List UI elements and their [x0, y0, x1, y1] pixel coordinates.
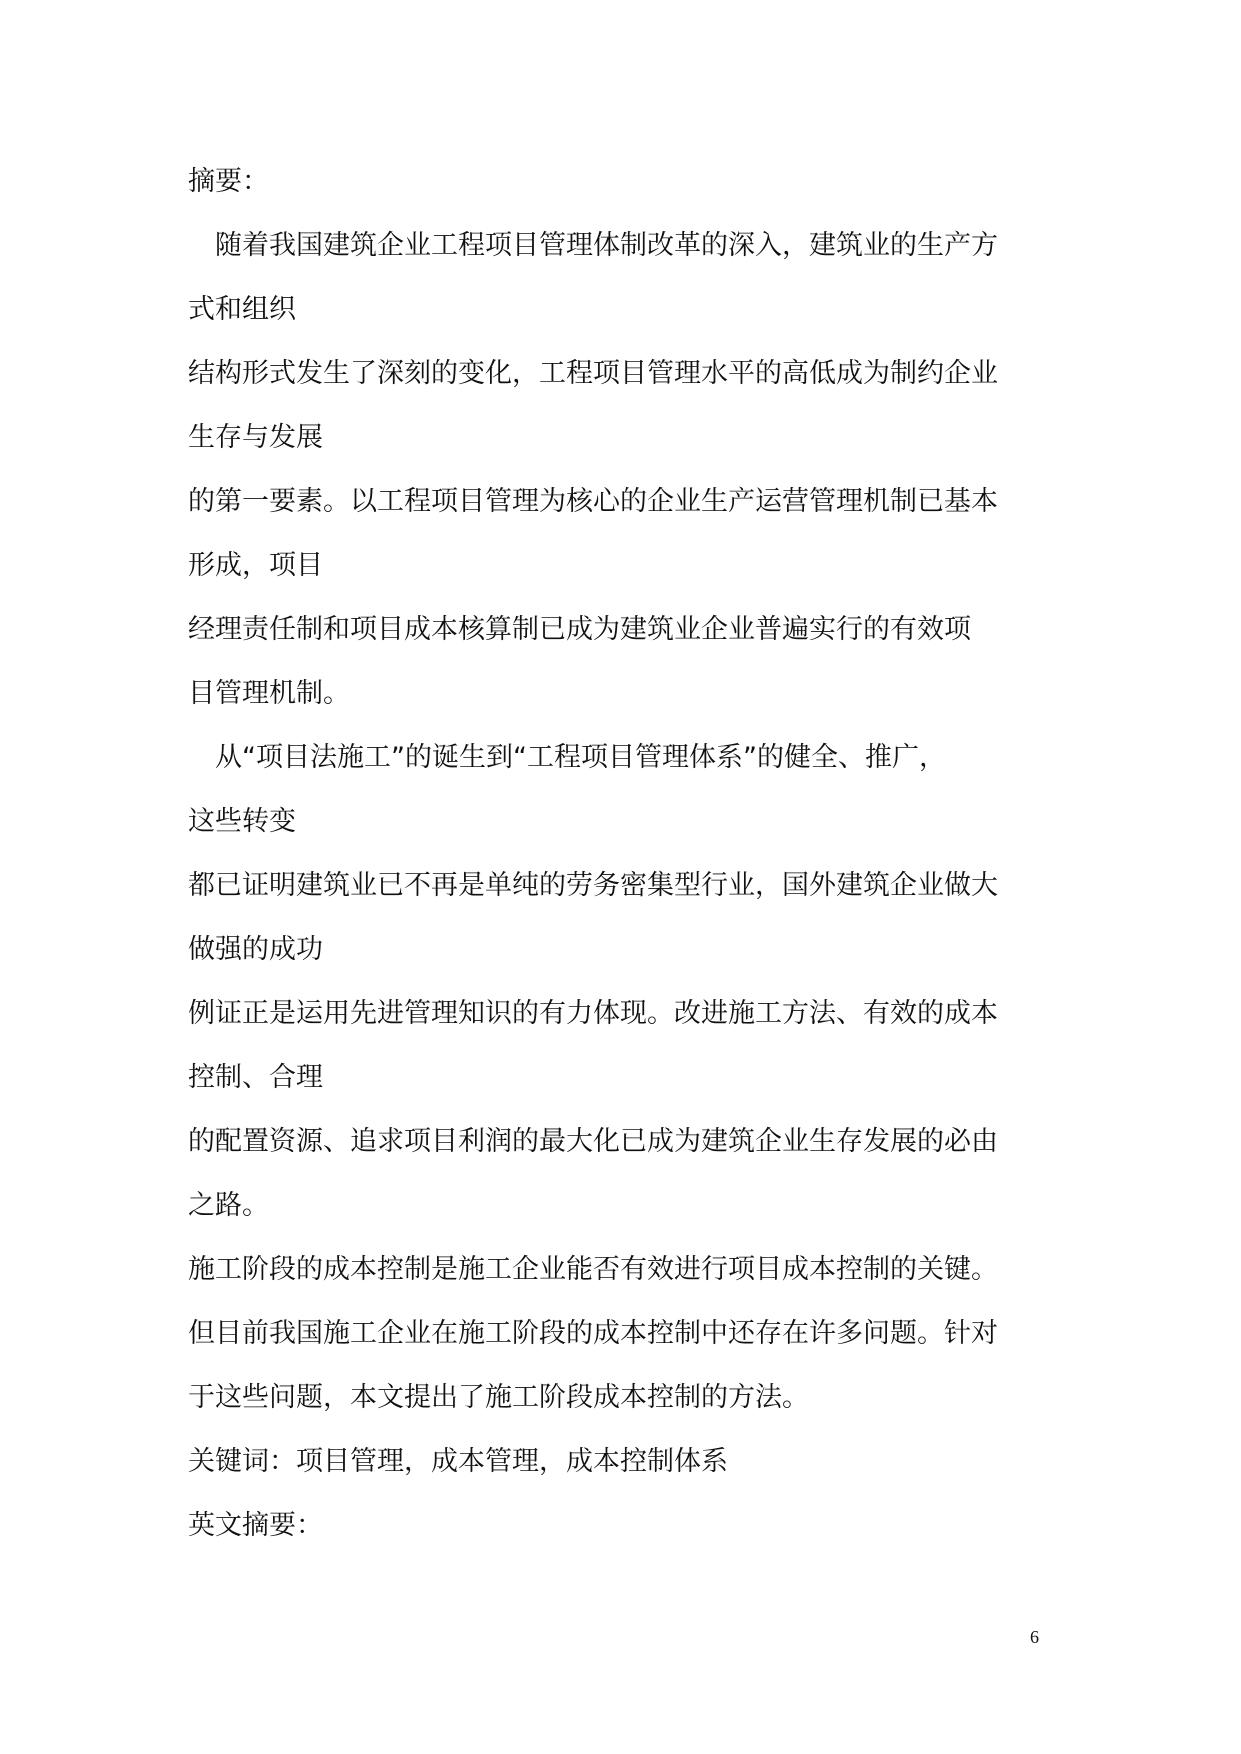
paragraph-line: 这些转变 [188, 806, 296, 837]
paragraph-line: 做强的成功 [188, 934, 323, 965]
paragraph-line: 之路。 [188, 1190, 269, 1221]
paragraph-line: 例证正是运用先进管理知识的有力体现。改进施工方法、有效的成本 [188, 998, 998, 1029]
page-number: 6 [1030, 1627, 1039, 1647]
paragraph-line: 的第一要素。以工程项目管理为核心的企业生产运营管理机制已基本 [188, 486, 998, 517]
abstract-heading: 摘要： [188, 166, 269, 197]
paragraph-line: 的配置资源、追求项目利润的最大化已成为建筑企业生存发展的必由 [188, 1126, 998, 1157]
paragraph-line: 都已证明建筑业已不再是单纯的劳务密集型行业，国外建筑企业做大 [188, 870, 998, 901]
paragraph-line: 施工阶段的成本控制是施工企业能否有效进行项目成本控制的关键。 [188, 1254, 998, 1285]
paragraph-line: 从“项目法施工”的诞生到“工程项目管理体系”的健全、推广， [188, 742, 946, 773]
paragraph-line: 经理责任制和项目成本核算制已成为建筑业企业普遍实行的有效项 [188, 614, 971, 645]
paragraph-line: 控制、合理 [188, 1062, 323, 1093]
keywords-line: 关键词：项目管理，成本管理，成本控制体系 [188, 1446, 728, 1477]
paragraph-line: 结构形式发生了深刻的变化，工程项目管理水平的高低成为制约企业 [188, 358, 998, 389]
paragraph-line: 于这些问题，本文提出了施工阶段成本控制的方法。 [188, 1382, 809, 1413]
english-abstract-heading: 英文摘要： [188, 1510, 323, 1541]
paragraph-line: 但目前我国施工企业在施工阶段的成本控制中还存在许多问题。针对 [188, 1318, 998, 1349]
paragraph-line: 随着我国建筑企业工程项目管理体制改革的深入，建筑业的生产方 [188, 230, 998, 261]
paragraph-line: 生存与发展 [188, 422, 323, 453]
paragraph-line: 目管理机制。 [188, 678, 350, 709]
paragraph-line: 式和组织 [188, 294, 296, 325]
paragraph-line: 形成，项目 [188, 550, 323, 581]
